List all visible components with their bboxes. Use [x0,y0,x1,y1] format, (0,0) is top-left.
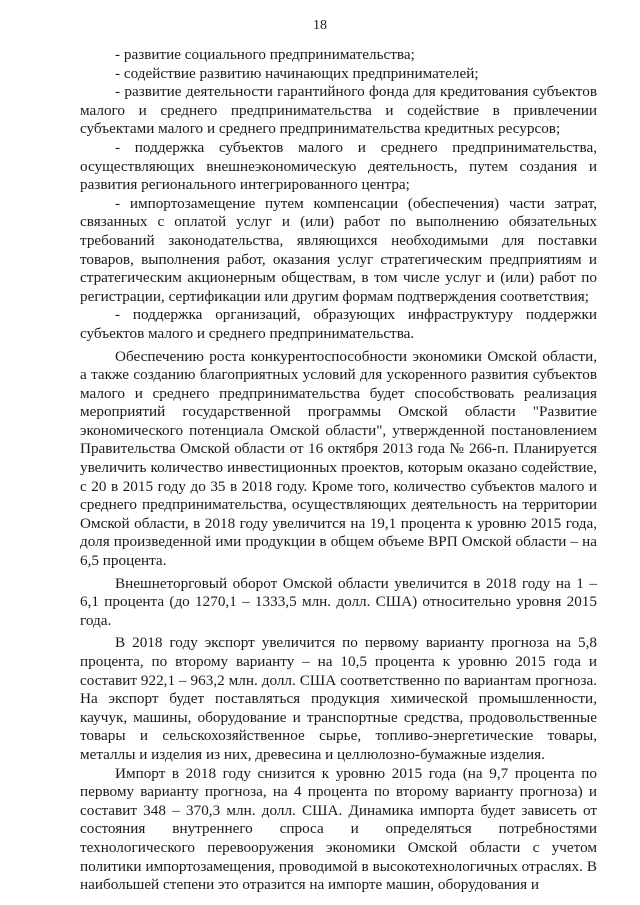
bullet-startup-support: - содействие развитию начинающих предпринимателей; [115,64,479,82]
paragraph-import: Импорт в 2018 году снизится к уровню 2015 года (на 9,7 процента по первому варианту прогноза, на 4 процента по второму варианту прогноза) и составит 348 – 370,3 млн. долл. США. Динамика импорта будет зависеть от состояния внутреннего спроса и определяться потребностями технологического перевооружения экономики Омской области с учетом политики импортозамещения, проводимой в высокотехнологичных отраслях. В наибольшей степени это отразится на импорте машин, оборудования и [80,764,597,894]
paragraph-foreign-trade: Внешнеторговый оборот Омской области увеличится в 2018 году на 1 – 6,1 процента (до 1270,1 – 1333,5 млн. долл. США) относительно уровня 2015 года. [80,574,597,629]
paragraph-export: В 2018 году экспорт увеличится по первому варианту прогноза на 5,8 процента, по второму варианту – на 10,5 процента к уровню 2015 года и составит 922,1 – 963,2 млн. долл. США соответственно по вариантам прогноза. На экспорт будет поставляться продукция химической промышленности, каучук, машины, оборудование и транспортные средства, продовольственные товары и сельскохозяйственное сырье, топливо-энергетические товары, металлы и изделия из них, древесина и целлюлозно-бумажные изделия. [80,634,597,763]
bullet-social-entrepreneurship: - развитие социального предпринимательства; [115,46,415,63]
bullet-guarantee-fund: - развитие деятельности гарантийного фонда для кредитования субъектов малого и среднего предпринимательства и содействие в привлечении субъектами малого и среднего предпринимательства кредитных ресурсов; [80,83,597,138]
document-body [80,46,597,895]
bullet-import-substitution: - импортозамещение путем компенсации (обеспечения) части затрат, связанных с оплатой услуг и (или) работ по выполнению обязательных требований законодательства, являющихся необходимыми для поставки товаров, выполнения работ, оказания услуг стратегическим предприятиям и стратегическим акционерным обществам, в том числе услуг и (или) работ по регистрации, сертификации или другим формам подтверждения соответствия; [80,194,597,305]
bullet-infrastructure-support: - поддержка организаций, образующих инфраструктуру поддержки субъектов малого и среднего предпринимательства. [80,306,597,342]
page-number: 18 [313,18,327,33]
paragraph-competitiveness: Обеспечению роста конкурентоспособности экономики Омской области, а также созданию благоприятных условий для ускоренного развития субъектов малого и среднего предпринимательства будет способствовать реализация мероприятий государственной программы Омской области "Развитие экономического потенциала Омской области", утвержденной постановлением Правительства Омской области от 16 октября 2013 года № 266-п. Планируется увеличить количество инвестиционных проектов, которым оказано содействие, с 20 в 2015 году до 35 в 2018 году. Кроме того, количество субъектов малого и среднего предпринимательства, осуществляющих деятельность на территории Омской области, в 2018 году увеличится на 19,1 процента к уровню 2015 года, доля произведенной ими продукции в общем объеме ВРП Омской области – на 6,5 процента. [80,347,597,570]
bullet-foreign-trade-support: - поддержка субъектов малого и среднего предпринимательства, осуществляющих внешнеэкономическую деятельность, путем создания и развития регионального интегрированного центра; [80,138,597,194]
